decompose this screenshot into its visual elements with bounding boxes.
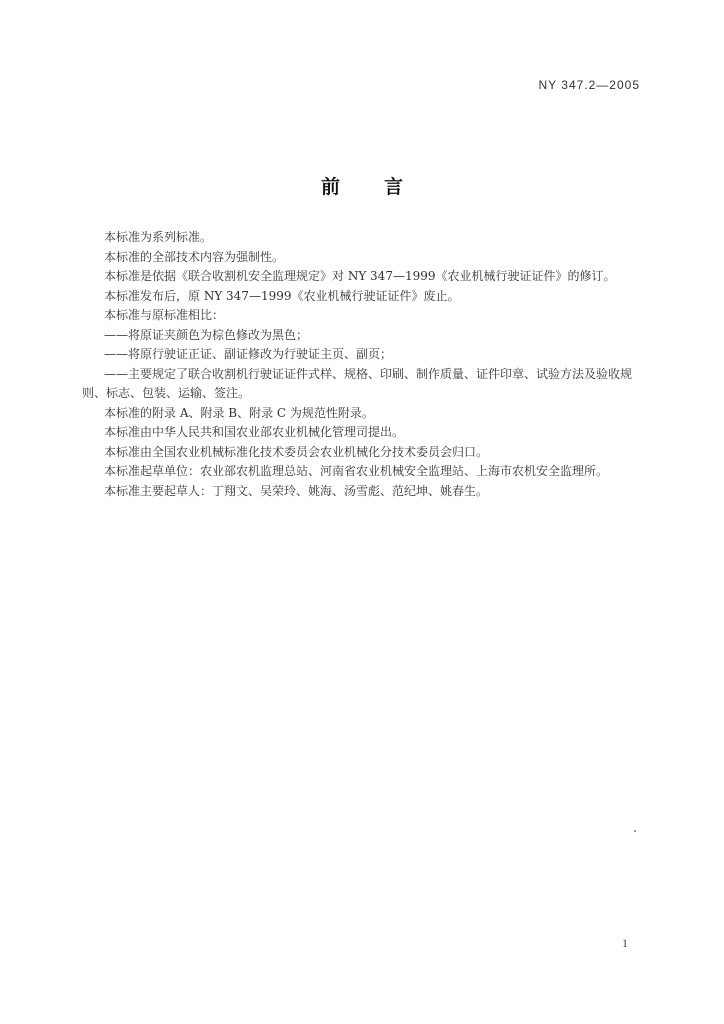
paragraph: 本标准起草单位：农业部农机监理总站、河南省农业机械安全监理站、上海市农机安全监理所。 [104, 464, 609, 478]
paragraph: 本标准为系列标准。 [104, 230, 213, 244]
paragraph: 本标准主要起草人：丁翔文、吴荣玲、姚海、汤雪彪、范纪坤、姚春生。 [104, 483, 489, 498]
paragraph: 本标准发布后，原 NY 347—1999《农业机械行驶证证件》废止。 [104, 288, 460, 303]
change-item: ——将原行驶证正证、副证修改为行驶证主页、副页； [104, 347, 393, 361]
page-number: 1 [622, 936, 628, 950]
page-title [0, 172, 724, 199]
title-char-2: 言 [384, 176, 404, 198]
standard-number: NY 347.2—2005 [538, 78, 640, 92]
scan-speck [634, 830, 636, 832]
change-item: ——将原证夹颜色为棕色修改为黑色； [104, 327, 309, 342]
paragraph: 本标准由中华人民共和国农业部农业机械化管理司提出。 [104, 425, 405, 439]
change-item: ——主要规定了联合收割机行驶证证件式样、规格、印刷、制作质量、证件印章、试验方法及验收规 [104, 366, 633, 381]
title-char-1: 前 [320, 176, 340, 198]
paragraph: 本标准与原标准相比： [104, 308, 225, 322]
paragraph: 本标准的全部技术内容为强制性。 [104, 249, 285, 264]
foreword-body [82, 228, 656, 501]
paragraph: 本标准是依据《联合收割机安全监理规定》对 NY 347—1999《农业机械行驶证证件》的修订。 [104, 269, 616, 283]
paragraph: 本标准由全国农业机械标准化技术委员会农业机械化分技术委员会归口。 [104, 444, 489, 459]
paragraph: 本标准的附录 A、附录 B、附录 C 为规范性附录。 [104, 405, 374, 420]
change-item-continuation: 则、标志、包装、运输、签注。 [82, 386, 251, 400]
